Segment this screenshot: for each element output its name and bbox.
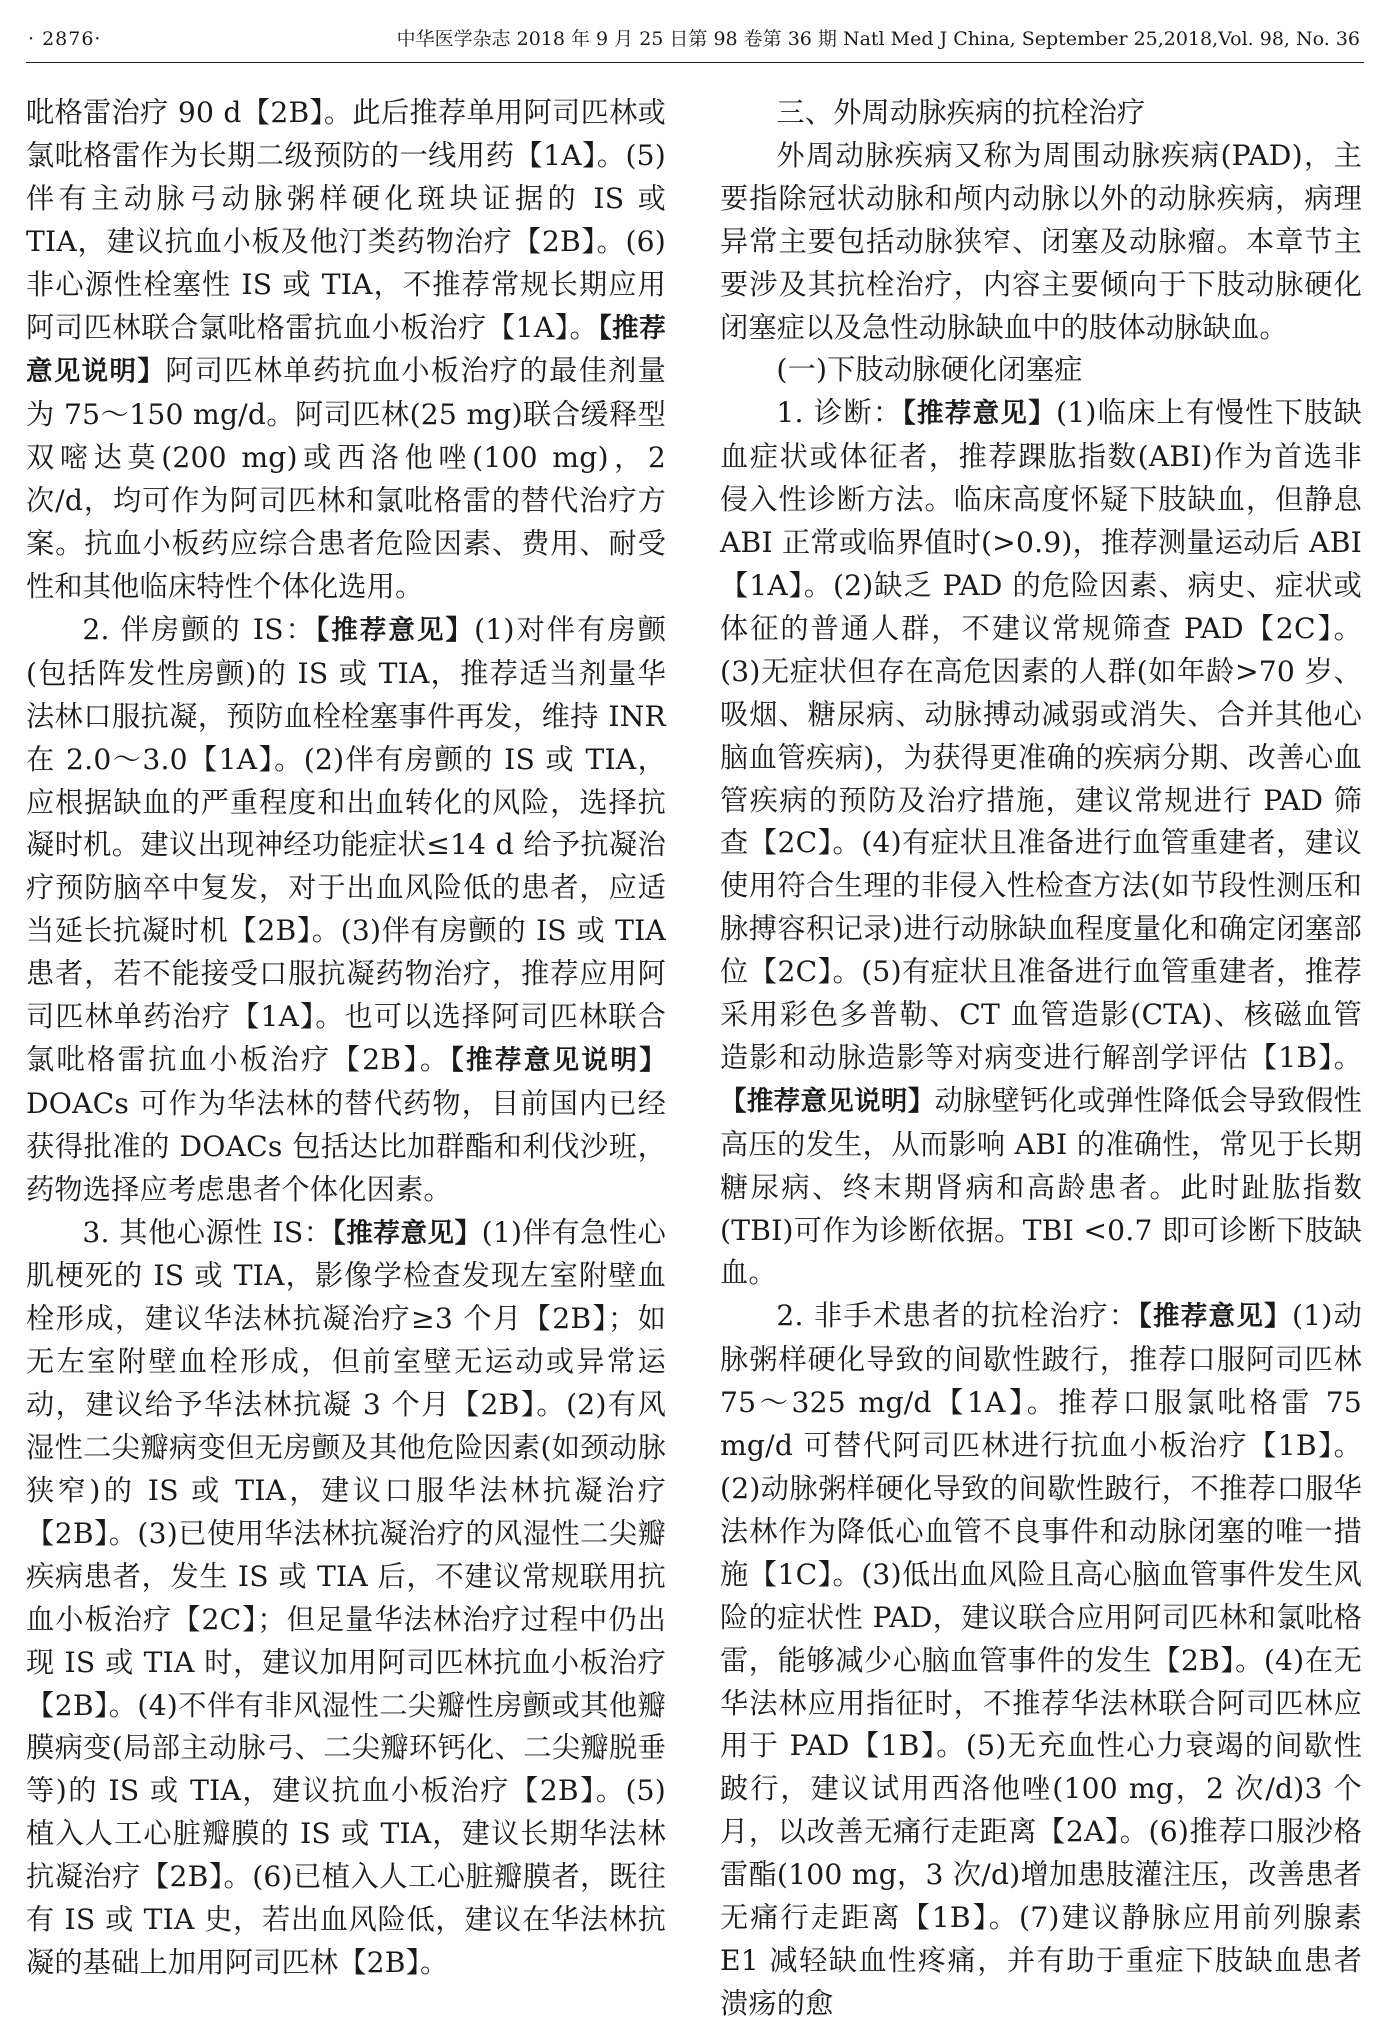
paragraph-l2 — [26, 609, 666, 1212]
text-run: 2. 伴房颤的 IS： — [82, 612, 316, 646]
paragraph-l1 — [26, 92, 666, 609]
text-run: (1)对伴有房颤(包括阵发性房颤)的 IS 或 TIA，推荐适当剂量华法林口服抗凝，预防血栓栓塞事件再发，维持 INR 在 2.0～3.0【1A】。(2)伴有房颤的 IS 或 TIA，应根据缺血的严重程度和出血转化的风险，选择抗凝时机。建议出现神经功能症状≤14 d 给予抗凝治疗预防脑卒中复发，对于出血风险低的患者，应适当延长抗凝时机【2B】。(3)伴有房颤的 IS 或 TIA 患者，若不能接受口服抗凝药物治疗，推荐应用阿司匹林单药治疗【1A】。也可以选择阿司匹林联合氯吡格雷抗血小板治疗【2B】。 — [26, 612, 666, 1076]
right-column — [720, 92, 1362, 2026]
text-run: 吡格雷治疗 90 d【2B】。此后推荐单用阿司匹林或氯吡格雷作为长期二级预防的一线用药【1A】。(5)伴有主动脉弓动脉粥样硬化斑块证据的 IS 或 TIA，建议抗血小板及他汀类药物治疗【2B】。(6)非心源性栓塞性 IS 或 TIA，不推荐常规长期应用阿司匹林联合氯吡格雷抗血小板治疗【1A】。 — [26, 96, 666, 344]
paragraph-l3 — [26, 1212, 666, 1985]
paragraph-r2 — [720, 135, 1362, 350]
text-run: (一)下肢动脉硬化闭塞症 — [776, 353, 1083, 387]
text-run: 3. 其他心源性 IS： — [82, 1215, 333, 1249]
running-header — [28, 26, 1360, 56]
bold-label: 【推荐意见】 — [1138, 1301, 1292, 1333]
bold-label: 【推荐意见】 — [902, 398, 1057, 430]
text-run: 外周动脉疾病又称为周围动脉疾病(PAD)，主要指除冠状动脉和颅内动脉以外的动脉疾病，病理异常主要包括动脉狭窄、闭塞及动脉瘤。本章节主要涉及其抗栓治疗，内容主要倾向于下肢动脉硬化闭塞症以及急性动脉缺血中的肢体动脉缺血。 — [720, 138, 1362, 344]
header-rule — [26, 62, 1364, 63]
text-run: 动脉壁钙化或弹性降低会导致假性高压的发生，从而影响 ABI 的准确性，常见于长期糖尿病、终末期肾病和高龄患者。此时趾肱指数(TBI)可作为诊断依据。TBI <0.7 即可诊断下肢缺血。 — [720, 1083, 1362, 1290]
bold-label: 【推荐意见】 — [332, 1217, 482, 1249]
text-run: (1)伴有急性心肌梗死的 IS 或 TIA，影像学检查发现左室附壁血栓形成，建议华法林抗凝治疗≥3 个月【2B】；如无左室附壁血栓形成，但前室壁无运动或异常运动，建议给予华法林抗凝 3 个月【2B】。(2)有风湿性二尖瓣病变但无房颤及其他危险因素(如颈动脉狭窄)的 IS 或 TIA，建议口服华法林抗凝治疗【2B】。(3)已使用华法林抗凝治疗的风湿性二尖瓣疾病患者，发生 IS 或 TIA 后，不建议常规联用抗血小板治疗【2C】；但足量华法林治疗过程中仍出现 IS 或 TIA 时，建议加用阿司匹林抗血小板治疗【2B】。(4)不伴有非风湿性二尖瓣性房颤或其他瓣膜病变(局部主动脉弓、二尖瓣环钙化、二尖瓣脱垂等)的 IS 或 TIA，建议抗血小板治疗【2B】。(5)植入人工心脏瓣膜的 IS 或 TIA，建议长期华法林抗凝治疗【2B】。(6)已植入人工心脏瓣膜者，既往有 IS 或 TIA 史，若出血风险低，建议在华法林抗凝的基础上加用阿司匹林【2B】。 — [26, 1215, 666, 1979]
paragraph-r3 — [720, 349, 1362, 392]
text-run: (1)动脉粥样硬化导致的间歇性跛行，推荐口服阿司匹林 75～325 mg/d【1A】。推荐口服氯吡格雷 75 mg/d 可替代阿司匹林进行抗血小板治疗【1B】。(2)动脉粥样硬化导致的间歇性跛行，不推荐口服华法林作为降低心血管不良事件和动脉闭塞的唯一措施【1C】。(3)低出血风险且高心脑血管事件发生风险的症状性 PAD，建议联合应用阿司匹林和氯吡格雷，能够减少心脑血管事件的发生【2B】。(4)在无华法林应用指征时，不推荐华法林联合阿司匹林应用于 PAD【1B】。(5)无充血性心力衰竭的间歇性跛行，建议试用西洛他唑(100 mg，2 次/d)3 个月，以改善无痛行走距离【2A】。(6)推荐口服沙格雷酯(100 mg，3 次/d)增加患肢灌注压，改善患者无痛行走距离【1B】。(7)建议静脉应用前列腺素 E1 减轻缺血性疼痛，并有助于重症下肢缺血患者溃疡的愈 — [720, 1299, 1363, 2020]
bold-label: 【推荐意见说明】 — [720, 1085, 935, 1117]
paragraph-r5 — [720, 1295, 1362, 2025]
text-run: (1)临床上有慢性下肢缺血症状或体征者，推荐踝肱指数(ABI)作为首选非侵入性诊断方法。临床高度怀疑下肢缺血，但静息 ABI 正常或临界值时(>0.9)，推荐测量运动后 ABI【1A】。(2)缺乏 PAD 的危险因素、病史、症状或体征的普通人群，不建议常规筛查 PAD【2C】。(3)无症状但存在高危因素的人群(如年龄>70 岁、吸烟、糖尿病、动脉搏动减弱或消失、合并其他心脑血管疾病)，为获得更准确的疾病分期、改善心血管疾病的预防及治疗措施，建议常规进行 PAD 筛查【2C】。(4)有症状且准备进行血管重建者，建议使用符合生理的非侵入性检查方法(如节段性测压和脉搏容积记录)进行动脉缺血程度量化和确定闭塞部位【2C】。(5)有症状且准备进行血管重建者，推荐采用彩色多普勒、CT 血管造影(CTA)、核磁血管造影和动脉造影等对病变进行解剖学评估【1B】。 — [720, 396, 1363, 1074]
bold-label: 【推荐意见说明】 — [450, 1044, 666, 1076]
text-run: 三、外周动脉疾病的抗栓治疗 — [776, 96, 1146, 129]
bold-label: 【推荐意见】 — [315, 614, 475, 646]
bold-label: 【推荐意见说明】 — [26, 312, 666, 388]
text-run: DOACs 可作为华法林的替代药物，目前国内已经获得批准的 DOACs 包括达比加群酯和利伐沙班，药物选择应考虑患者个体化因素。 — [26, 1086, 666, 1206]
paragraph-r4 — [720, 392, 1362, 1295]
page-number: · 2876· — [28, 28, 102, 50]
paragraph-r1 — [720, 92, 1362, 135]
left-column — [26, 92, 666, 1985]
journal-citation: 中华医学杂志 2018 年 9 月 25 日第 98 卷第 36 期 Natl Med J China, September 25,2018,Vol. 98, No. 36 — [396, 28, 1360, 50]
text-run: 1. 诊断： — [776, 396, 903, 430]
text-run: 阿司匹林单药抗血小板治疗的最佳剂量为 75～150 mg/d。阿司匹林(25 mg)联合缓释型双嘧达莫(200 mg)或西洛他唑(100 mg)，2 次/d，均可作为阿司匹林和氯吡格雷的替代治疗方案。抗血小板药应综合患者危险因素、费用、耐受性和其他临床特性个体化选用。 — [26, 354, 667, 603]
text-run: 2. 非手术患者的抗栓治疗： — [776, 1299, 1139, 1333]
